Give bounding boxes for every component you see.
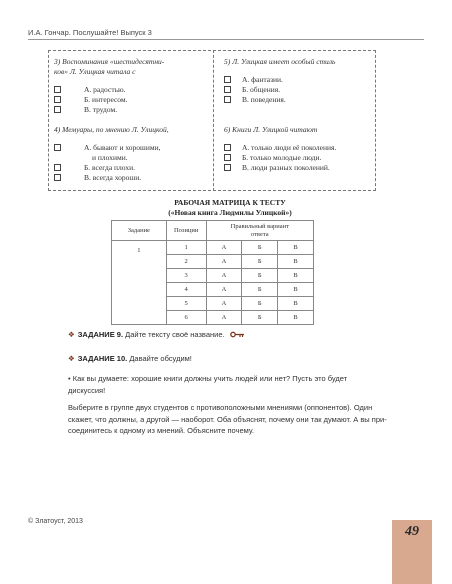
answer-a-cell[interactable]: А [206, 311, 242, 325]
answer-c-cell[interactable]: В [278, 269, 314, 283]
position-cell: 3 [166, 269, 206, 283]
running-header: И.А. Гончар. Послушайте! Выпуск 3 [28, 28, 152, 37]
header-task: Задание [112, 221, 167, 241]
key-icon [230, 331, 245, 340]
answer-c-cell[interactable]: В [278, 311, 314, 325]
matrix-subtitle: («Новая книга Людмилы Улицкой») [168, 208, 292, 217]
task-9-label: ЗАДАНИЕ 9. [77, 330, 124, 339]
q4-option-b: Б. всегда плохи. [84, 163, 135, 172]
page-number: 49 [405, 524, 419, 539]
instructions-line1: Выберите в группе двух студентов с противоположными мнениями (оппонентов). Один [68, 403, 373, 412]
position-cell: 4 [166, 283, 206, 297]
q4-option-c-checkbox[interactable] [54, 174, 61, 181]
task-marker-icon: ❖ [68, 354, 75, 363]
q5-option-a-checkbox[interactable] [224, 76, 231, 83]
table-header-row [112, 221, 314, 241]
quiz-column-divider [213, 50, 214, 191]
q3-option-b-checkbox[interactable] [54, 96, 61, 103]
q5-option-b: Б. общения. [242, 85, 281, 94]
task-10-label: ЗАДАНИЕ 10. [77, 354, 128, 363]
answer-a-cell[interactable]: А [206, 269, 242, 283]
discussion-paragraph [68, 373, 392, 396]
instructions-paragraph [68, 402, 392, 437]
answer-b-cell[interactable]: Б [242, 255, 278, 269]
answer-b-cell[interactable]: Б [242, 283, 278, 297]
q5-option-c: В. поведения. [242, 95, 286, 104]
task-9-text: Дайте тексту своё название. [125, 330, 225, 339]
answer-b-cell[interactable]: Б [242, 269, 278, 283]
q4-option-a-checkbox[interactable] [54, 144, 61, 151]
question-3-line2: ков» Л. Улицкая читала с [54, 67, 136, 76]
answer-c-cell[interactable]: В [278, 297, 314, 311]
discussion-line2: дискуссия! [68, 385, 106, 395]
task-10-text: Давайте обсудим! [129, 354, 192, 363]
q6-option-a: А. только люди её поколения. [242, 143, 337, 152]
q3-option-b: Б. интересом. [84, 95, 128, 104]
copyright: © Златоуст, 2013 [28, 518, 83, 525]
q6-option-b: Б. только молодые люди. [242, 153, 322, 162]
question-4-line1: 4) Мемуары, по мнению Л. Улицкой, [54, 125, 169, 134]
question-6-line1: 6) Книги Л. Улицкой читают [224, 125, 318, 134]
q6-option-a-checkbox[interactable] [224, 144, 231, 151]
answer-b-cell[interactable]: Б [242, 241, 278, 255]
header-rule [28, 39, 424, 40]
answer-a-cell[interactable]: А [206, 283, 242, 297]
q4-option-c: В. всегда хороши. [84, 173, 142, 182]
position-cell: 5 [166, 297, 206, 311]
bullet-icon: • [68, 374, 71, 383]
task-number-cell: 1 [112, 241, 167, 325]
answer-a-cell[interactable]: А [206, 255, 242, 269]
q6-option-b-checkbox[interactable] [224, 154, 231, 161]
instructions-line3: соединитесь к одному из мнений. Объясните почему. [68, 426, 254, 435]
position-cell: 1 [166, 241, 206, 255]
answer-a-cell[interactable]: А [206, 241, 242, 255]
answer-b-cell[interactable]: Б [242, 311, 278, 325]
discussion-line1: Как вы думаете: хорошие книги должны учить людей или нет? Пусть это будет [72, 374, 348, 383]
table-row [112, 241, 314, 255]
q6-option-c: В. люди разных поколений. [242, 163, 330, 172]
answer-a-cell[interactable]: А [206, 297, 242, 311]
q4-option-b-checkbox[interactable] [54, 164, 61, 171]
instructions-line2: скажет, что должны, а другой — наоборот. Оба объяснят, почему они так думают. А вы при- [68, 414, 387, 424]
header-correct-answer [206, 221, 313, 241]
task-9 [68, 330, 245, 340]
header-answer-line2: ответа [250, 230, 269, 238]
question-5-line1: 5) Л. Улицкая имеет особый стиль [224, 57, 336, 66]
answer-b-cell[interactable]: Б [242, 297, 278, 311]
question-3-line1: 3) Воспоминания «шестидесятни- [54, 57, 165, 66]
q3-option-c-checkbox[interactable] [54, 106, 61, 113]
q3-option-a: А. радостью. [84, 85, 126, 94]
q3-option-c: В. трудом. [84, 105, 118, 114]
answer-c-cell[interactable]: В [278, 283, 314, 297]
position-cell: 6 [166, 311, 206, 325]
q6-option-c-checkbox[interactable] [224, 164, 231, 171]
task-10 [68, 354, 192, 363]
header-position: Позиции [166, 221, 206, 241]
header-answer-line1: Правильный вариант [230, 222, 289, 230]
q5-option-b-checkbox[interactable] [224, 86, 231, 93]
task-marker-icon: ❖ [68, 330, 75, 339]
q5-option-a: А. фантазии. [242, 75, 283, 84]
answer-matrix-table [111, 220, 314, 325]
answer-c-cell[interactable]: В [278, 241, 314, 255]
q4-option-a: А. бывают и хорошими, [84, 143, 161, 152]
answer-c-cell[interactable]: В [278, 255, 314, 269]
q3-option-a-checkbox[interactable] [54, 86, 61, 93]
position-cell: 2 [166, 255, 206, 269]
matrix-title: РАБОЧАЯ МАТРИЦА К ТЕСТУ [174, 198, 286, 207]
q4-option-a-continuation: и плохими. [92, 153, 128, 162]
q5-option-c-checkbox[interactable] [224, 96, 231, 103]
